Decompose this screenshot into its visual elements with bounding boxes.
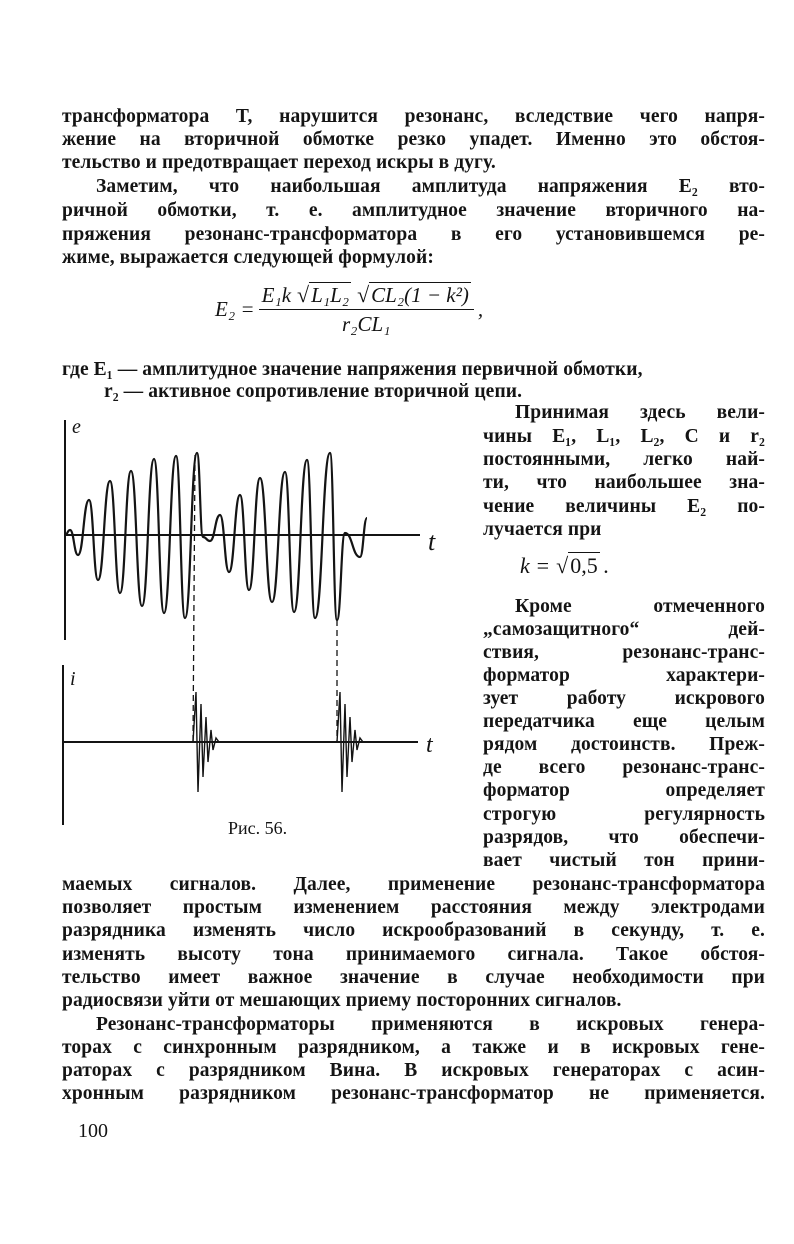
text-line: ричной обмотки, т. е. амплитудное значение вторичного на- (62, 200, 765, 221)
text-line: хронным разрядником резонанс-трансформатор не применяется. (62, 1083, 765, 1104)
text-line: ти, что наибольшее зна- (483, 472, 765, 493)
formula-lhs: E₂ = (215, 297, 255, 321)
text-line: лучается при (483, 519, 602, 540)
text-line: жиме, выражается следующей формулой: (62, 247, 434, 268)
text-line: позволяет простым изменением расстояния между электродами (62, 897, 765, 918)
text-line: r₂ — активное сопротивление вторичной цепи. (104, 381, 523, 402)
k-formula-radicand: 0,5 (570, 553, 598, 578)
formula-trail: , (477, 297, 484, 321)
text-line: „самозащитного“ дей- (483, 619, 765, 640)
text-line: передатчика еще целым (483, 711, 765, 732)
formula-num-a: E₁k (261, 283, 292, 307)
text-line: де всего резонанс-транс- (483, 757, 765, 778)
figure-caption: Рис. 56. (228, 818, 288, 838)
text-line: маемых сигналов. Далее, применение резонанс-трансформатора (62, 874, 765, 895)
radical-icon: √ (357, 282, 370, 307)
text-line: строгую регулярность (483, 804, 765, 825)
radical-icon: √ (297, 282, 310, 307)
e-axis-label: e (72, 416, 81, 438)
text-line: Заметим, что наибольшая амплитуда напряжения E₂ вто- (96, 176, 765, 197)
text-line: разрядника изменять число искрообразований в секунду, т. е. (62, 920, 765, 941)
text-line: Резонанс-трансформаторы применяются в искровых генера- (96, 1014, 765, 1035)
page-number: 100 (78, 1120, 108, 1142)
k-formula-lhs: k = (520, 553, 551, 578)
t-axis-label: t (428, 527, 436, 556)
text-line: радиосвязи уйти от мешающих приему посторонних сигналов. (62, 990, 622, 1011)
text-line: изменять высоту тона принимаемого сигнала. Такое обстоя- (62, 944, 765, 965)
text-line: ствия, резонанс-транс- (483, 642, 765, 663)
formula-sqrt-2: CL₂(1 − k²) (371, 283, 469, 307)
text-line: форматор характери- (483, 665, 765, 686)
formula-denominator: r₂CL₁ (342, 312, 391, 336)
radical-icon: √ (556, 553, 569, 578)
text-line: торах с синхронным разрядником, а также и в искровых гене- (62, 1037, 765, 1058)
text-line: раторах с разрядником Вина. В искровых генераторах с асин- (62, 1060, 765, 1081)
text-line: чение величины E₂ по- (483, 496, 765, 517)
text-line: трансформатора T, нарушится резонанс, вследствие чего напря- (62, 106, 765, 127)
formula-sqrt-1: L₁L₂ (311, 283, 350, 307)
text-line: тельство имеет важное значение в случае необходимости при (62, 967, 765, 988)
text-line: тельство и предотвращает переход искры в дугу. (62, 152, 496, 173)
text-line: чины E₁, L₁, L₂, C и r₂ (483, 426, 765, 447)
text-line: где E₁ — амплитудное значение напряжения первичной обмотки, (62, 359, 643, 380)
text-line: разрядов, что обеспечи- (483, 827, 765, 848)
text-line: рядом достоинств. Преж- (483, 734, 765, 755)
k-formula-trail: . (603, 553, 610, 578)
text-line: постоянными, легко най- (483, 449, 765, 470)
text-line: зует работу искрового (483, 688, 765, 709)
voltage-waveform (65, 453, 367, 620)
text-line: форматор определяет (483, 780, 765, 801)
i-axis-label: i (70, 668, 76, 690)
text-line: жение на вторичной обмотке резко упадет. Именно это обстоя- (62, 129, 765, 150)
text-line: вает чистый тон прини- (483, 850, 765, 871)
t-axis-label: t (426, 732, 433, 758)
text-line: Кроме отмеченного (515, 596, 765, 617)
text-line: Принимая здесь вели- (515, 402, 765, 423)
text-line: пряжения резонанс-трансформатора в его установившемся ре- (62, 224, 765, 245)
